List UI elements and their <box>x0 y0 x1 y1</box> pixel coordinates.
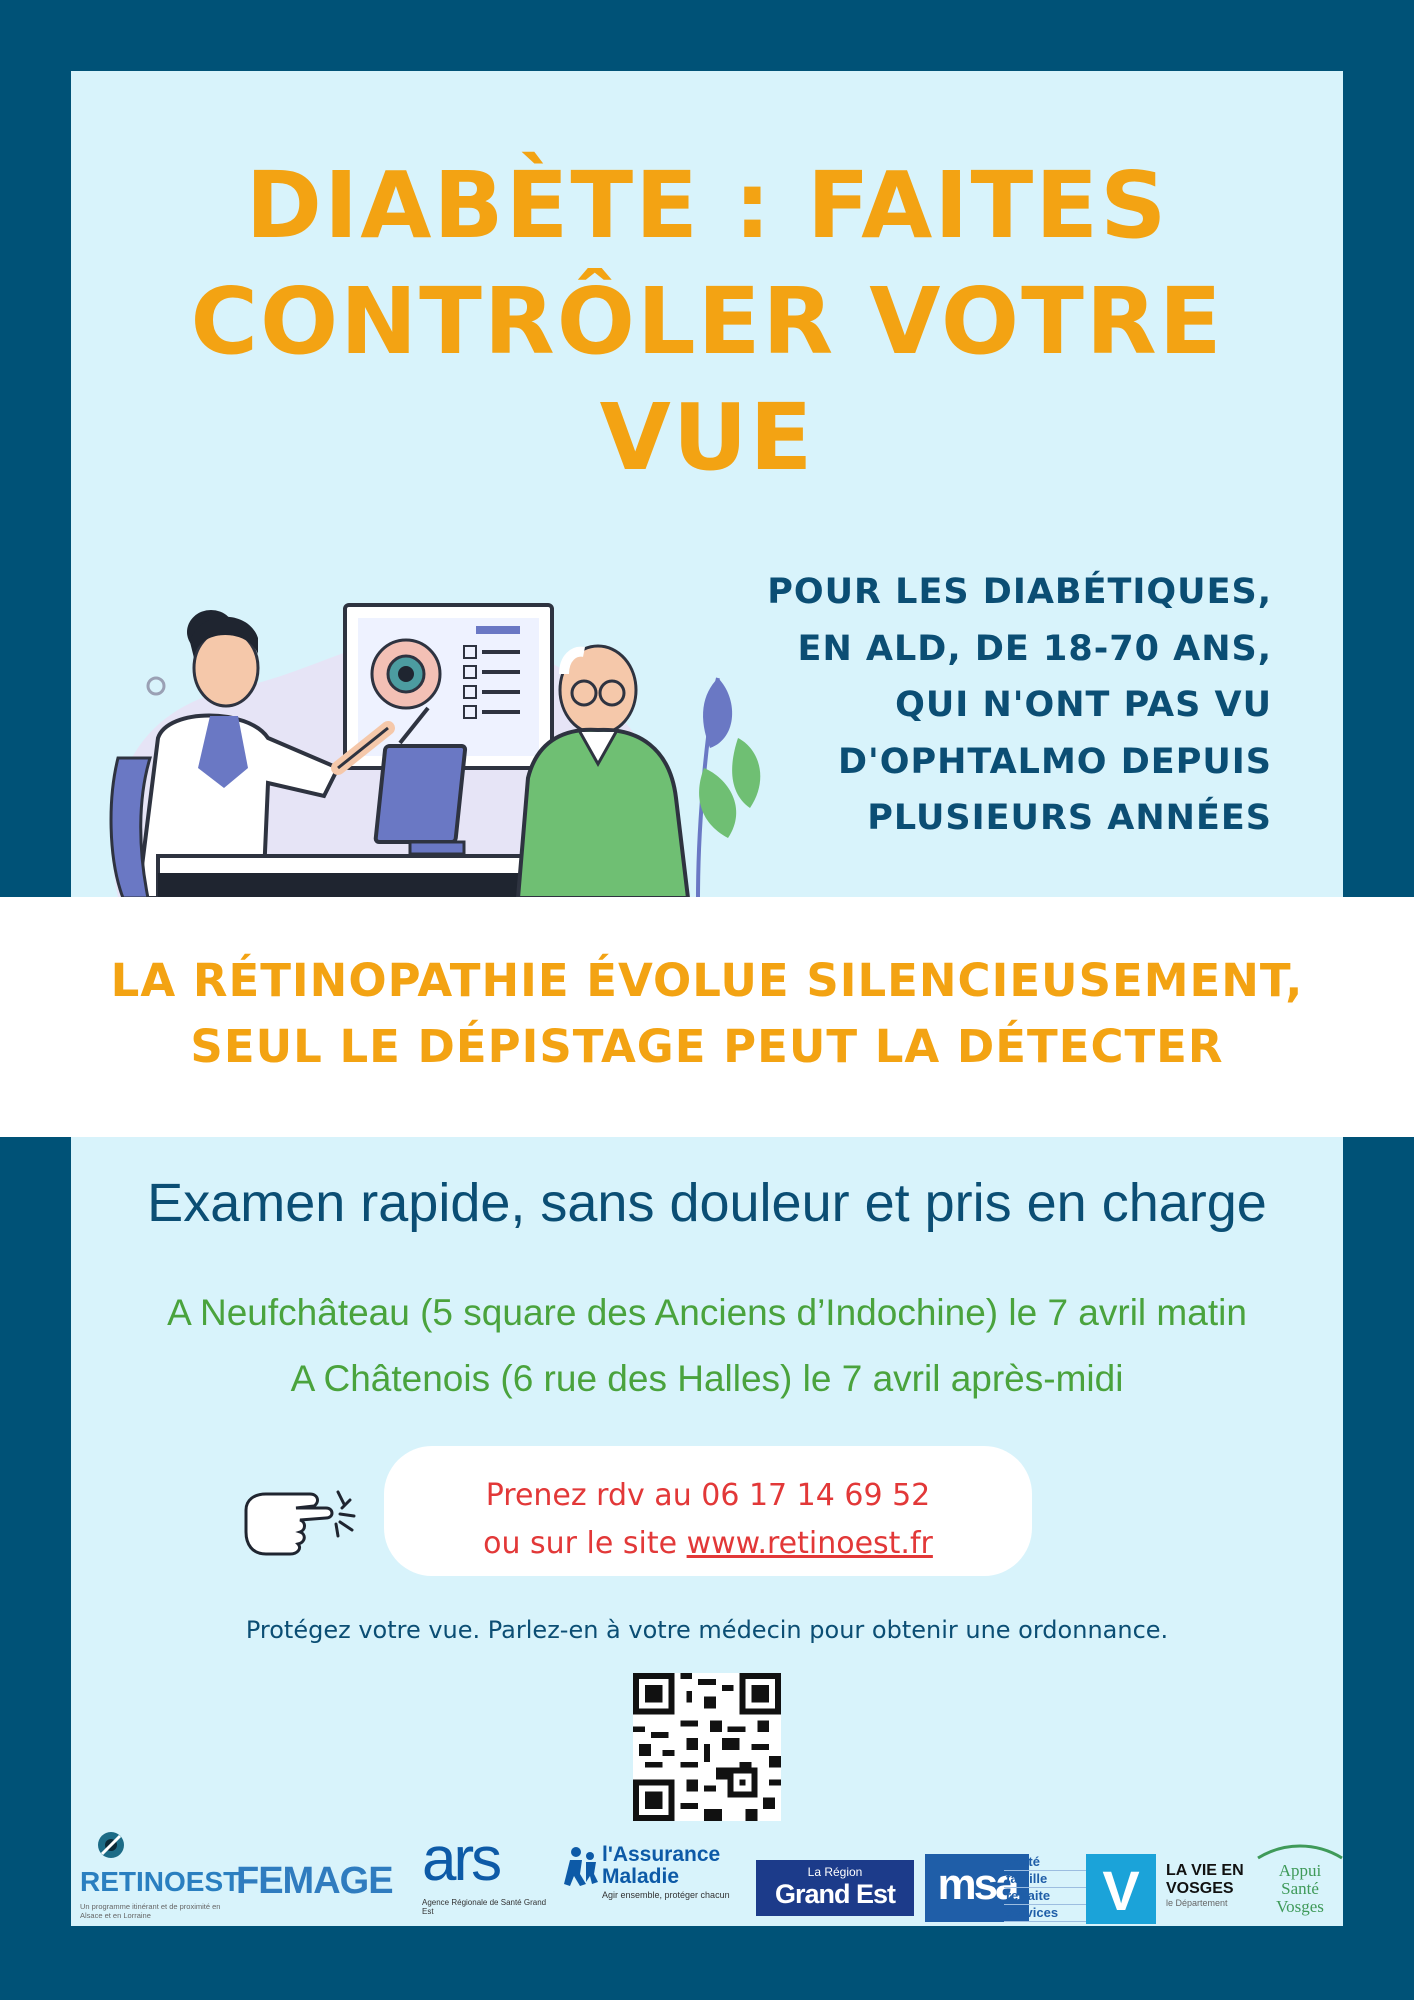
appointment-text <box>384 1472 1032 1568</box>
assurance-maladie-figures-icon <box>564 1844 600 1888</box>
logo-ars <box>422 1825 552 1926</box>
qr-code[interactable] <box>633 1673 781 1821</box>
prescription-notice: Protégez votre vue. Parlez-en à votre médecin pour obtenir une ordonnance. <box>245 1616 1169 1644</box>
pointing-hand-icon <box>240 1486 364 1556</box>
target-line-5: PLUSIEURS ANNÉES <box>867 798 1272 838</box>
exam-heading: Examen rapide, sans douleur et pris en charge <box>147 1173 1267 1233</box>
femage-name: FEMAGE <box>236 1860 393 1902</box>
site-line <box>384 1520 1032 1568</box>
msa-services-list: santé famille retraite services <box>1004 1854 1094 1924</box>
ars-sub: Agence Régionale de Santé Grand Est <box>422 1898 547 1916</box>
logo-appui-sante-vosges <box>1254 1842 1346 1926</box>
region-big: Grand Est <box>774 1879 896 1909</box>
poster-title <box>0 148 1414 496</box>
msa-name: msa <box>937 1860 1017 1909</box>
title-line-1: DIABÈTE : FAITES <box>245 152 1169 259</box>
target-line-3: QUI N'ONT PAS VU <box>895 685 1272 725</box>
site-prefix: ou sur le site <box>483 1526 687 1561</box>
logo-region-grand-est <box>756 1860 914 1916</box>
partner-logos <box>78 1825 1342 1926</box>
target-audience-text <box>767 564 1272 847</box>
banner-line-1: LA RÉTINOPATHIE ÉVOLUE SILENCIEUSEMENT, <box>110 954 1304 1007</box>
assurance-maladie-sub: Agir ensemble, protéger chacun <box>602 1890 730 1900</box>
retinoest-eye-icon <box>96 1830 126 1860</box>
banner-text <box>0 948 1414 1080</box>
retinoest-name: RETINOEST <box>80 1866 241 1897</box>
logo-vie-en-vosges: LA VIE EN VOSGES le Département <box>1166 1862 1244 1908</box>
logo-assurance-maladie <box>564 1844 734 1914</box>
title-line-3: VUE <box>599 384 815 491</box>
logo-femage <box>236 1848 411 1918</box>
logo-retinoest <box>80 1830 241 1926</box>
appui-name: Appui Santé Vosges <box>1276 1861 1324 1916</box>
logo-vosges-v <box>1086 1854 1156 1924</box>
phone-line: Prenez rdv au 06 17 14 69 52 <box>485 1478 931 1513</box>
doctor-patient-illustration <box>98 598 770 898</box>
title-line-2: CONTRÔLER VOTRE <box>190 268 1224 375</box>
retinoest-tagline: Un programme itinérant et de proximité en Alsace et en Lorraine <box>80 1902 221 1920</box>
target-line-1: POUR LES DIABÉTIQUES, <box>767 572 1272 612</box>
appui-arc-icon <box>1254 1842 1346 1860</box>
website-link[interactable]: www.retinoest.fr <box>686 1526 933 1561</box>
region-small: La Région <box>807 1865 863 1879</box>
location-chatenois: A Châtenois (6 rue des Halles) le 7 avril après-midi <box>290 1358 1124 1399</box>
target-line-2: EN ALD, DE 18-70 ANS, <box>797 628 1272 669</box>
location-neufchateau: A Neufchâteau (5 square des Anciens d’Indochine) le 7 avril matin <box>167 1292 1247 1333</box>
ars-name: ars <box>422 1825 500 1894</box>
target-line-4: D'OPHTALMO DEPUIS <box>837 741 1272 782</box>
banner-line-2: SEUL LE DÉPISTAGE PEUT LA DÉTECTER <box>190 1020 1224 1073</box>
assurance-maladie-name: l'Assurance Maladie <box>602 1843 721 1888</box>
vosges-v-letter: V <box>1102 1859 1140 1922</box>
